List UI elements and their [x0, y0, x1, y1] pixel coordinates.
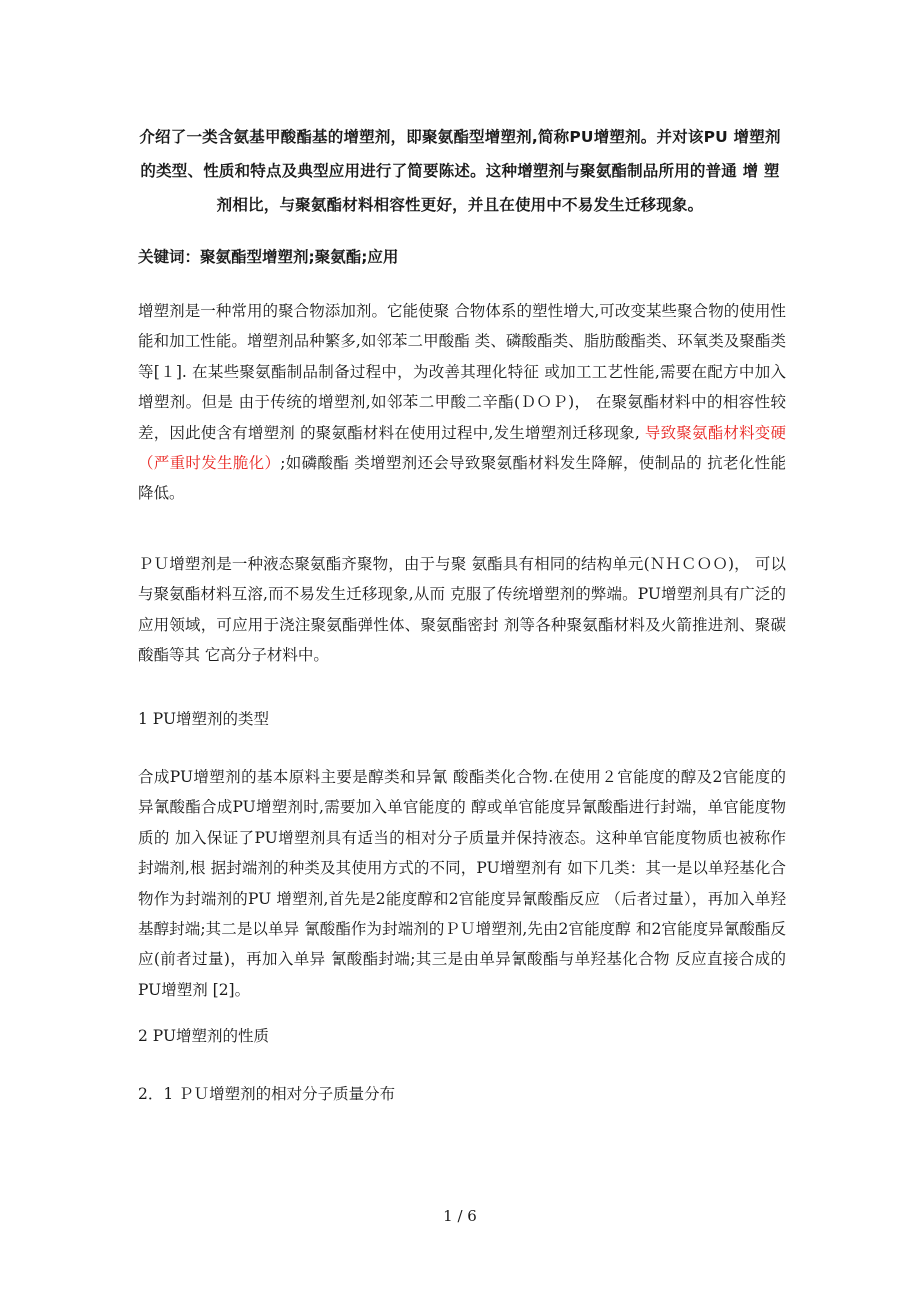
highlighted-text: 导致聚氨酯材料变硬（严重时发生脆化）: [138, 423, 786, 473]
section-heading-properties: 2 PU增塑剂的性质: [138, 1027, 270, 1045]
section-heading-types: 1 PU增塑剂的类型: [138, 710, 270, 728]
paragraph-pu-plasticizer: ＰＵ增塑剂是一种液态聚氨酯齐聚物，由于与聚 氨酯具有相同的结构单元(ＮＨＣＯＯ)， 可以与聚氨酯材料互溶,而不易发生迁移现象,从而 克服了传统增塑剂的弊端。PU增塑剂具有广泛的 应用领域，可应用于浇注聚氨酯弹性体、聚氨酯密封 剂等各种聚氨酯材料及火箭推进剂、聚碳酸酯等其 它高分子材料中。: [138, 555, 786, 665]
paragraph-types: 合成PU增塑剂的基本原料主要是醇类和异氰 酸酯类化合物.在使用２官能度的醇及2官能度的 异氰酸酯合成PU增塑剂时,需要加入单官能度的 醇或单官能度异氰酸酯进行封端，单官能度物质的 加入保证了PU增塑剂具有适当的相对分子质量并保持液态。这种单官能度物质也被称作封端剂,根 据封端剂的种类及其使用方式的不同，PU增塑剂有 如下几类：其一是以单羟基化合物作为封端剂的PU 增塑剂,首先是2能度醇和2官能度异氰酸酯反应 （后者过量），再加入单羟基醇封端;其二是以单异 氰酸酯作为封端剂的ＰＵ增塑剂,先由2官能度醇 和2官能度异氰酸酯反应(前者过量)，再加入单异 氰酸酯封端;其三是由单异氰酸酯与单羟基化合物 反应直接合成的PU增塑剂 [2]。: [138, 768, 786, 999]
subsection-heading-molecular-weight: 2．1 ＰＵ增塑剂的相对分子质量分布: [138, 1085, 396, 1103]
paragraph-intro-text-end: ;如磷酸酯 类增塑剂还会导致聚氨酯材料发生降解，使制品的 抗老化性能降低。: [138, 454, 786, 503]
page-number: 1 / 6: [443, 1207, 477, 1225]
paragraph-intro-text: 增塑剂是一种常用的聚合物添加剂。它能使聚 合物体系的塑性增大,可改变某些聚合物的使用性 能和加工性能。增塑剂品种繁多,如邻苯二甲酸酯 类、磷酸酯类、脂肪酸酯类、环氧类及聚酯类等[１]. 在某些聚氨酯制品制备过程中，为改善其理化特征 或加工工艺性能,需要在配方中加入增塑剂。但是 由于传统的增塑剂,如邻苯二甲酸二辛酯(ＤＯＰ)， 在聚氨酯材料中的相容性较差，因此使含有增塑剂 的聚氨酯材料在使用过程中,发生增塑剂迁移现象,: [138, 302, 786, 442]
paragraph-intro: [138, 296, 786, 509]
keywords: 关键词：聚氨酯型增塑剂;聚氨酯;应用: [138, 248, 399, 266]
abstract: 介绍了一类含氨基甲酸酯基的增塑剂，即聚氨酯型增塑剂,简称PU增塑剂。并对该PU 增塑剂的类型、性质和特点及典型应用进行了简要陈述。这种增塑剂与聚氨酯制品所用的普通 增 塑剂相比，与聚氨酯材料相容性更好，并且在使用中不易发生迁移现象。: [139, 128, 781, 214]
